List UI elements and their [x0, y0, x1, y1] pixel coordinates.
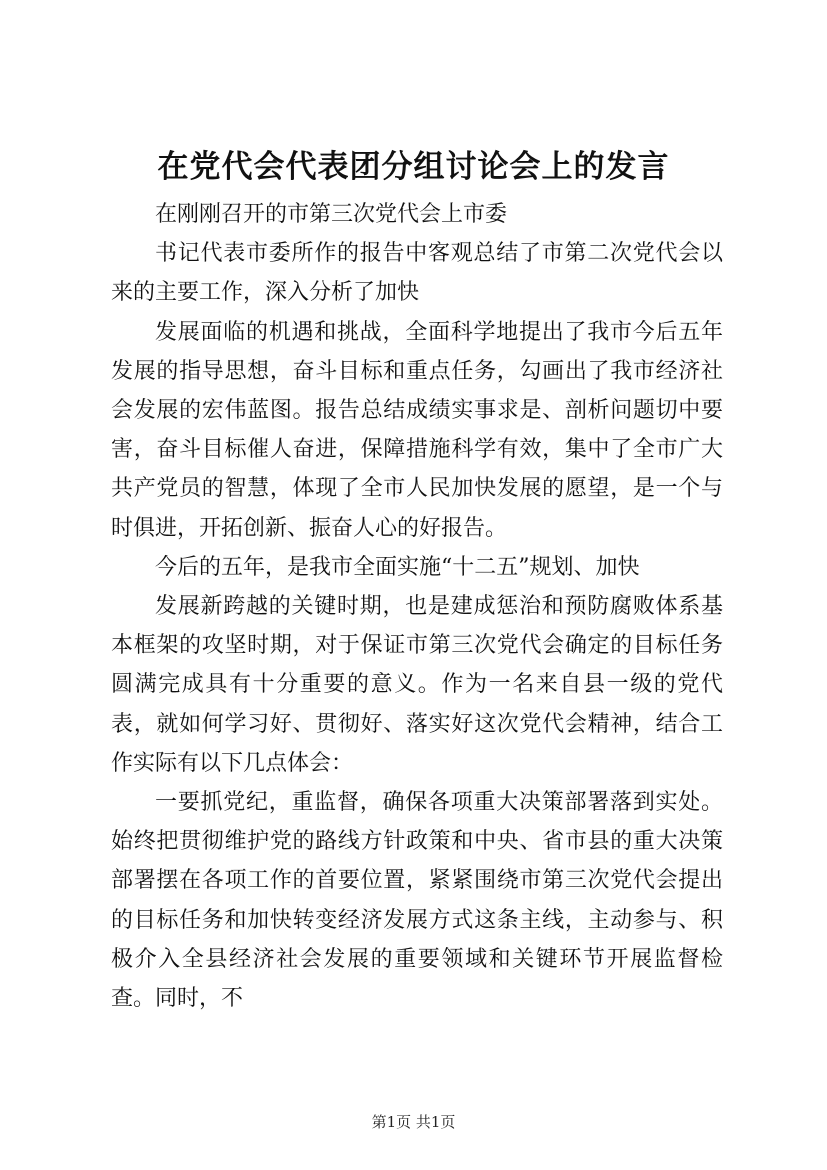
paragraph: 今后的五年，是我市全面实施“十二五”规划、加快 — [155, 554, 640, 580]
paragraph: 发展新跨越的关键时期，也是建成惩治和预防腐败体系基本框架的攻坚时期，对于保证市第三次党代会确定的目标任务圆满完成具有十分重要的意义。作为一名来自县一级的党代表，就如何学习好、贯彻好、落实好这次党代会精神，结合工作实际有以下几点体会： — [111, 594, 723, 776]
paragraph: 一要抓党纪，重监督，确保各项重大决策部署落到实处。始终把贯彻维护党的路线方针政策和中央、省市县的重大决策部署摆在各项工作的首要位置，紧紧围绕市第三次党代会提出的目标任务和加快转变经济发展方式这条主线，主动参与、积极介入全县经济社会发展的重要领域和关键环节开展监督检查。同时，不 — [111, 790, 723, 1012]
page-footer: 第1页 共1页 — [371, 1113, 456, 1131]
paragraph: 书记代表市委所作的报告中客观总结了市第二次党代会以来的主要工作，深入分析了加快 — [111, 241, 723, 306]
document-body — [111, 195, 723, 1018]
paragraph: 在刚刚召开的市第三次党代会上市委 — [155, 202, 508, 227]
document-title: 在党代会代表团分组讨论会上的发言 — [157, 149, 670, 185]
paragraph: 发展面临的机遇和挑战，全面科学地提出了我市今后五年发展的指导思想，奋斗目标和重点任务，勾画出了我市经济社会发展的宏伟蓝图。报告总结成绩实事求是、剖析问题切中要害，奋斗目标催人奋进，保障措施科学有效，集中了全市广大共产党员的智慧，体现了全市人民加快发展的愿望，是一个与时俱进，开拓创新、振奋人心的好报告。 — [111, 319, 723, 541]
